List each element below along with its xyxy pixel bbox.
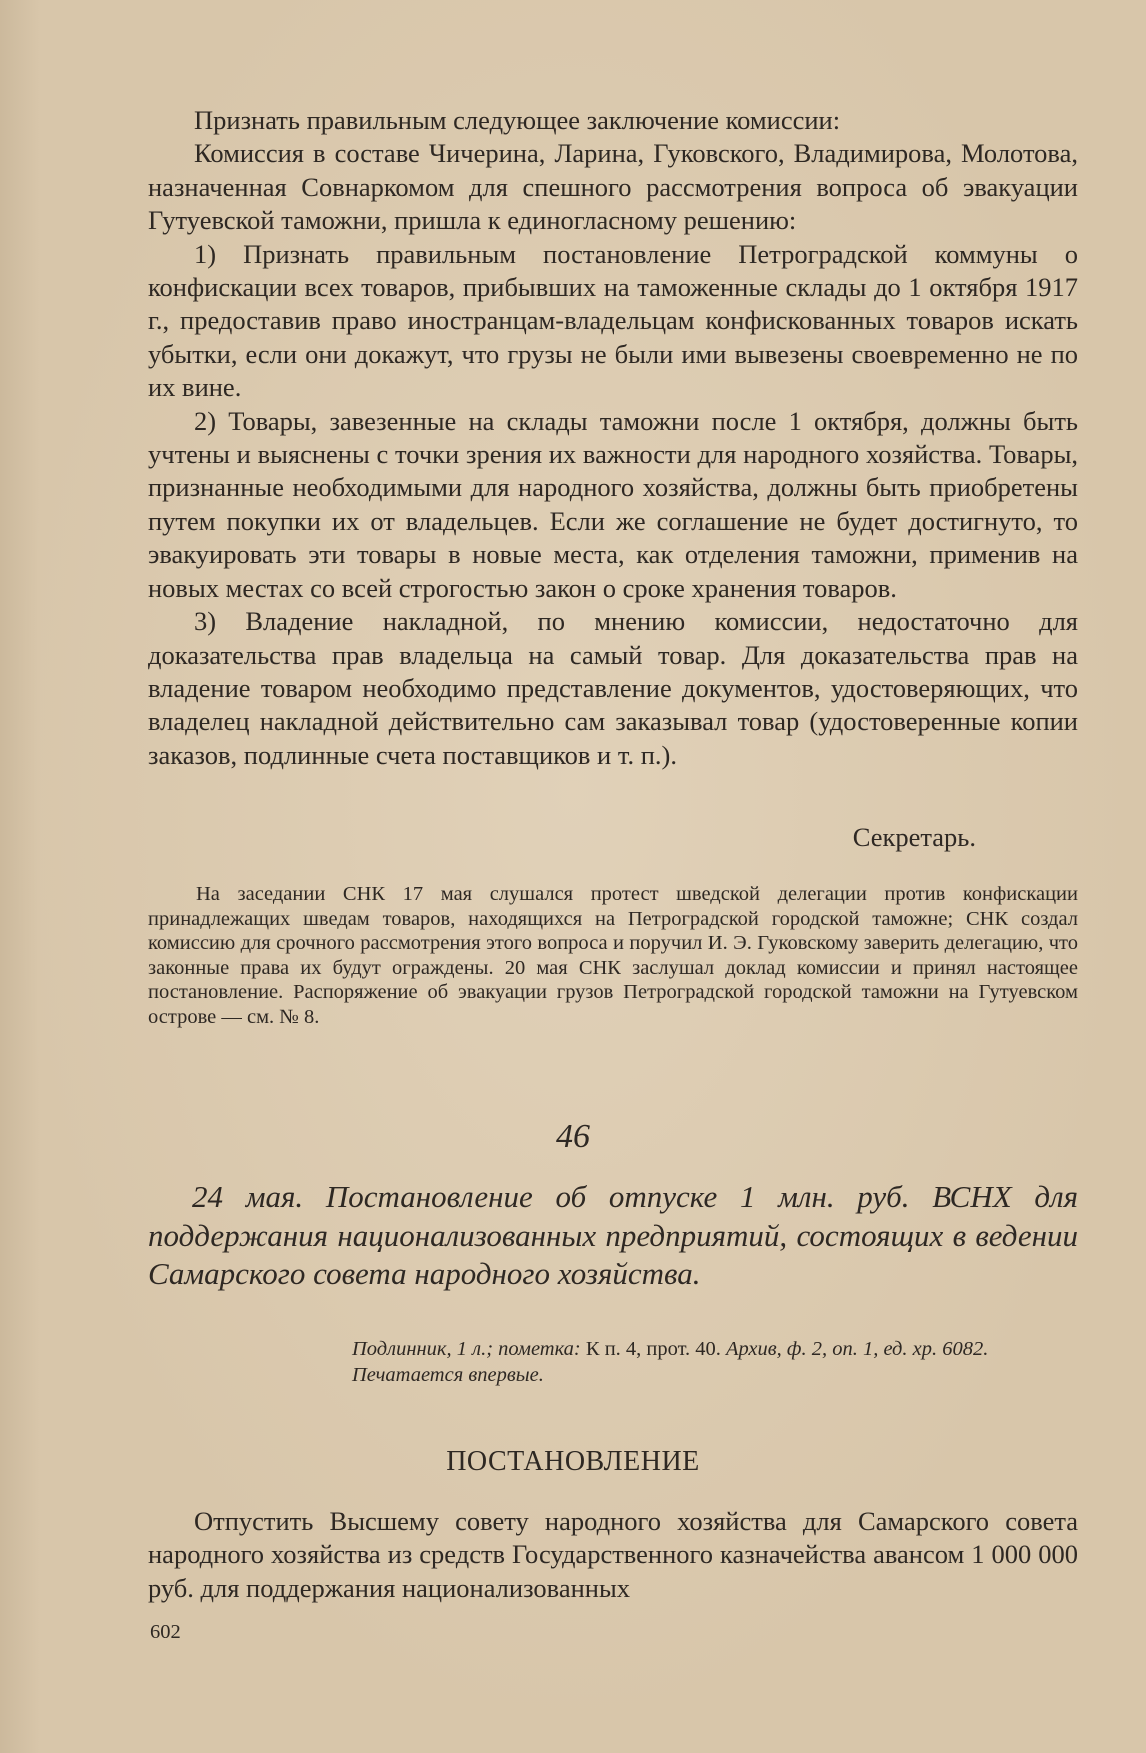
publication-note: Печатается впервые. <box>352 1364 544 1386</box>
paragraph-point-2: 2) Товары, завезенные на склады таможни после 1 октября, должны быть учтены и выяснены с точки зрения их важности для народного хозяйства. Товары, признанные необходимыми для народного хозяйства, должны быть приобретены путем покупки их от владельцев. Если же соглашение не будет достигнуто, то эвакуировать эти товары в новые места, как отделения таможни, применив на новых местах со всей строгостью закон о сроке хранения товаров. <box>148 405 1078 603</box>
source-line <box>282 1336 1078 1362</box>
paragraph-commission: Комиссия в составе Чичерина, Ларина, Гуковского, Владимирова, Молотова, назначенная Совнаркомом для спешного рассмотрения вопроса об эвакуации Гутуевской таможни, пришла к единогласному решению: <box>148 138 1078 236</box>
paragraph-point-1: 1) Признать правильным постановление Петроградской коммуны о конфискации всех товаров, прибывших на таможенные склады до 1 октября 1917 г., предоставив право иностранцам-владельцам конфискованных товаров искать убытки, если они докажут, что грузы не были ими вывезены своевременно не по их вине. <box>148 238 1078 403</box>
source-part-1: Подлинник, 1 л.; пометка: <box>352 1338 581 1360</box>
source-part-3: Архив, ф. 2, оп. 1, ед. хр. 6082. <box>726 1338 989 1360</box>
source-reference <box>282 1336 1078 1388</box>
page-number: 602 <box>150 1621 181 1643</box>
paragraph-point-3: 3) Владение накладной, по мнению комиссии, недостаточно для доказательства прав владельца на самый товар. Для доказательства прав на владение товаром необходимо представление документов, удостоверяющих, что владелец накладной действительно сам заказывал товар (удостоверенные копии заказов, подлинные счета поставщиков и т. п.). <box>148 606 1078 770</box>
source-part-2: К п. 4, прот. 40. <box>580 1338 727 1360</box>
document-number: 46 <box>556 1118 590 1155</box>
paragraph-intro: Признать правильным следующее заключение комиссии: <box>194 105 841 135</box>
resolution-heading: ПОСТАНОВЛЕНИЕ <box>446 1446 700 1477</box>
commission-conclusion <box>148 104 1078 772</box>
resolution-text <box>148 1505 1078 1605</box>
document-title: 24 мая. Постановление об отпуске 1 млн. руб. ВСНХ для поддержания национализованных предприятий, состоящих в ведении Самарского совета народного хозяйства. <box>148 1179 1078 1291</box>
signature: Секретарь. <box>852 822 976 852</box>
editorial-note: На заседании СНК 17 мая слушался протест шведской делегации против конфискации принадлежащих шведам товаров, находящихся на Петроградской городской таможне; СНК создал комиссию для срочного рассмотрения этого вопроса и поручил И. Э. Гуковскому заверить делегацию, что законные права их будут ограждены. 20 мая СНК заслушал доклад комиссии и принял настоящее постановление. Распоряжение об эвакуации грузов Петроградской городской таможни на Гутуевском острове — см. № 8. <box>148 883 1078 1028</box>
paragraph-resolution: Отпустить Высшему совету народного хозяйства для Самарского совета народного хозяйства из средств Государственного казначейства авансом 1 000 000 руб. для поддержания национализованных <box>148 1506 1078 1603</box>
